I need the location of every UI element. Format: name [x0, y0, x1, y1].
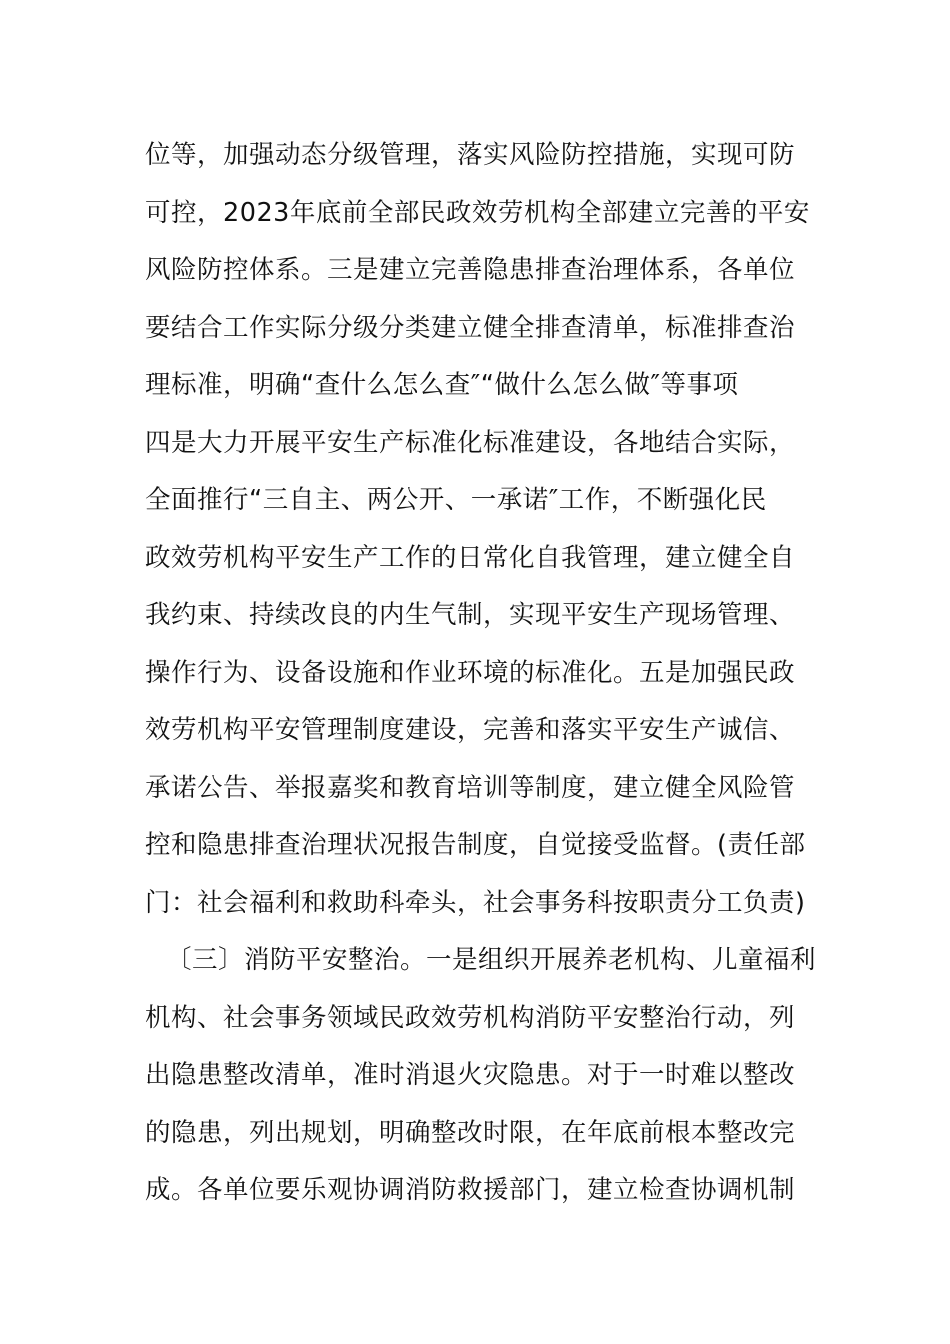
text-line: 门：社会福利和救助科牵头，社会事务科按职责分工负责)	[145, 887, 806, 918]
text-line: 效劳机构平安管理制度建设，完善和落实平安生产诚信、	[145, 715, 796, 745]
text-line: 的隐患，列出规划，明确整改时限，在年底前根本整改完	[145, 1117, 796, 1148]
text-line: 控和隐患排查治理状况报告制度，自觉接受监督。(责任部	[145, 830, 806, 860]
text-line: 要结合工作实际分级分类建立健全排查清单，标准排查治	[145, 312, 796, 343]
body-text	[145, 129, 815, 1222]
text-line: 成。各单位要乐观协调消防救援部门，建立检查协调机制	[145, 1175, 796, 1205]
text-line: 我约束、持续改良的内生气制，实现平安生产现场管理、	[145, 600, 796, 630]
text-line: 理标准，明确“查什么怎么查″“做什么怎么做″等事项	[145, 370, 739, 400]
text-line: 位等，加强动态分级管理，落实风险防控措施，实现可防	[145, 140, 796, 170]
text-line: 出隐患整改清单，准时消退火灾隐患。对于一时难以整改	[145, 1060, 796, 1090]
text-line: 承诺公告、举报嘉奖和教育培训等制度，建立健全风险管	[145, 772, 796, 803]
text-line: 全面推行“三自主、两公开、一承诺″工作，不断强化民	[145, 485, 767, 515]
text-line: 风险防控体系。三是建立完善隐患排查治理体系，各单位	[145, 255, 796, 285]
text-line: 可控，2023年底前全部民政效劳机构全部建立完善的平安	[145, 197, 810, 228]
text-line: 操作行为、设备设施和作业环境的标准化。五是加强民政	[145, 657, 796, 688]
text-line: 政效劳机构平安生产工作的日常化自我管理，建立健全自	[145, 542, 796, 573]
text-line: 四是大力开展平安生产标准化标准建设，各地结合实际，	[145, 427, 796, 458]
section-heading-line: 〔三〕消防平安整治。一是组织开展养老机构、儿童福利	[166, 945, 817, 975]
text-line: 机构、社会事务领域民政效劳机构消防平安整治行动，列	[145, 1002, 796, 1033]
